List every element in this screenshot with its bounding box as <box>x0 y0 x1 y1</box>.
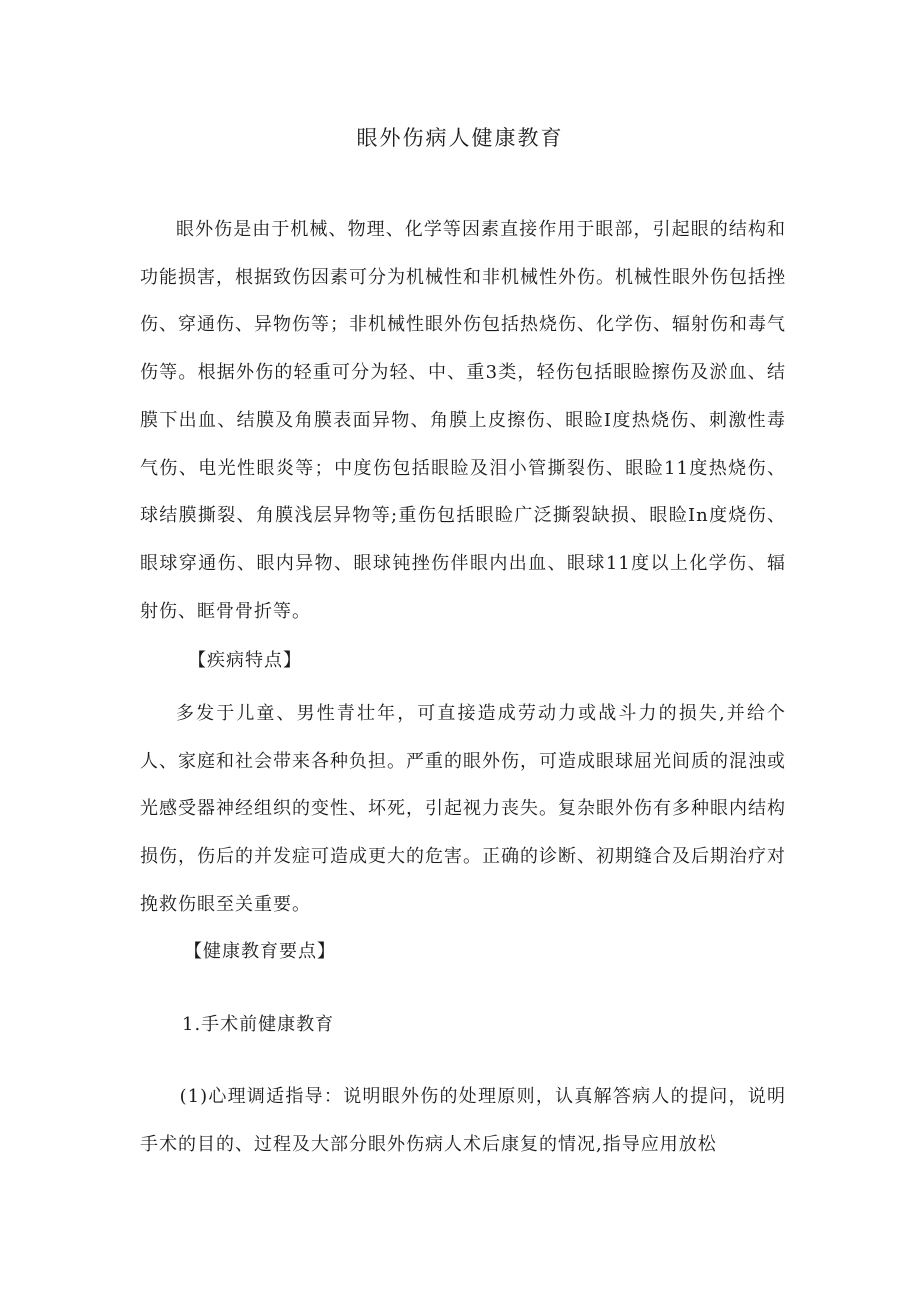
section-heading-health-education: 【健康教育要点】 <box>184 941 336 962</box>
intro-paragraph: 眼外伤是由于机械、物理、化学等因素直接作用于眼部，引起眼的结构和功能损害，根据致伤因素可分为机械性和非机械性外伤。机械性眼外伤包括挫伤、穿通伤、异物伤等；非机械性眼外伤包括热烧伤、化学伤、辐射伤和毒气伤等。根据外伤的轻重可分为轻、中、重3类，轻伤包括眼睑擦伤及淤血、结膜下出血、结膜及角膜表面异物、角膜上皮擦伤、眼睑I度热烧伤、刺激性毒气伤、电光性眼炎等；中度伤包括眼睑及泪小管撕裂伤、眼睑11度热烧伤、球结膜撕裂、角膜浅层异物等;重伤包括眼睑广泛撕裂缺损、眼睑In度烧伤、眼球穿通伤、眼内异物、眼球钝挫伤伴眼内出血、眼球11度以上化学伤、辐射伤、眶骨骨折等。 <box>140 219 786 622</box>
preoperative-paragraph: (1)心理调适指导：说明眼外伤的处理原则，认真解答病人的提问，说明手术的目的、过程及大部分眼外伤病人术后康复的情况,指导应用放松 <box>140 1086 786 1155</box>
document-title: 眼外伤病人健康教育 <box>356 126 564 150</box>
disease-features-paragraph: 多发于儿童、男性青壮年，可直接造成劳动力或战斗力的损失,并给个人、家庭和社会带来各种负担。严重的眼外伤，可造成眼球屈光间质的混浊或光感受器神经组织的变性、坏死，引起视力丧失。复杂眼外伤有多种眼内结构损伤，伤后的并发症可造成更大的危害。正确的诊断、初期缝合及后期治疗对挽救伤眼至关重要。 <box>140 703 786 915</box>
section-heading-disease-features: 【疾病特点】 <box>188 650 302 671</box>
subsection-heading-preoperative: 1.手术前健康教育 <box>182 1014 335 1035</box>
